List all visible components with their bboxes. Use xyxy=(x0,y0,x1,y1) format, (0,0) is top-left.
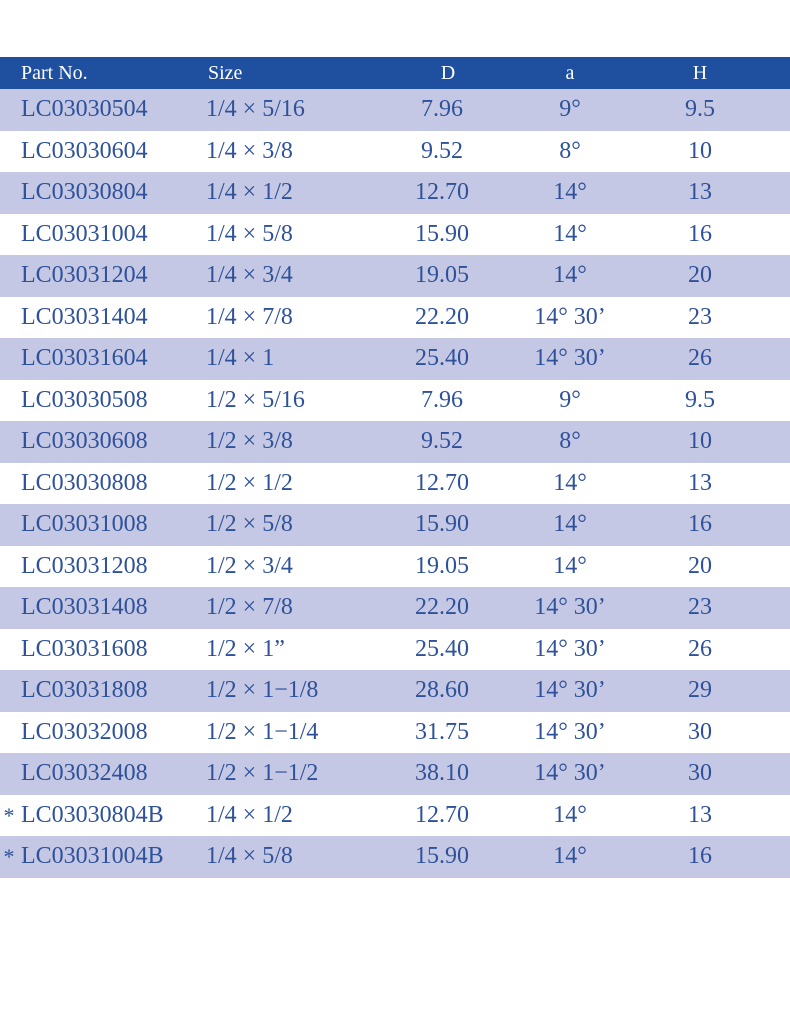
table-row xyxy=(0,836,790,878)
size-cell: 1/2 × 1” xyxy=(206,635,285,662)
angle-cell: 14° xyxy=(553,552,587,579)
d-cell: 7.96 xyxy=(421,96,463,122)
table-body xyxy=(0,89,790,878)
size-cell: 1/2 × 1−1/8 xyxy=(206,677,319,703)
table-row xyxy=(0,131,790,173)
h-cell: 13 xyxy=(688,469,712,496)
part-number-cell: LC03030804 xyxy=(21,179,148,205)
angle-cell: 14° xyxy=(553,801,587,828)
table-row xyxy=(0,795,790,837)
size-cell: 1/2 × 1/2 xyxy=(206,469,293,496)
size-cell: 1/4 × 1 xyxy=(206,345,275,371)
angle-cell: 14° 30’ xyxy=(534,303,606,330)
part-number-cell: LC03031208 xyxy=(21,552,148,579)
asterisk-mark xyxy=(0,338,18,380)
table-row xyxy=(0,463,790,505)
d-cell: 25.40 xyxy=(415,345,469,371)
table-row xyxy=(0,587,790,629)
table-row xyxy=(0,255,790,297)
asterisk-mark xyxy=(0,89,18,131)
asterisk-mark xyxy=(0,629,18,671)
h-cell: 30 xyxy=(688,760,712,786)
size-cell: 1/2 × 5/16 xyxy=(206,386,305,413)
table-row xyxy=(0,629,790,671)
table-row xyxy=(0,546,790,588)
angle-cell: 14° 30’ xyxy=(534,760,606,786)
angle-cell: 14° xyxy=(553,469,587,496)
table-row xyxy=(0,753,790,795)
part-number-cell: LC03031008 xyxy=(21,511,148,537)
part-number-cell: LC03030608 xyxy=(21,428,148,454)
h-cell: 9.5 xyxy=(685,386,715,413)
asterisk-mark xyxy=(0,297,18,339)
angle-cell: 9° xyxy=(559,96,581,122)
d-cell: 12.70 xyxy=(415,469,469,496)
angle-cell: 14° 30’ xyxy=(534,677,606,703)
part-number-cell: LC03031004 xyxy=(21,220,148,247)
part-number-cell: LC03031608 xyxy=(21,635,148,662)
part-number-cell: LC03032008 xyxy=(21,718,148,745)
h-cell: 26 xyxy=(688,635,712,662)
table-header xyxy=(0,57,790,89)
asterisk-mark xyxy=(0,463,18,505)
angle-cell: 14° xyxy=(553,843,587,869)
table-row xyxy=(0,380,790,422)
table-row xyxy=(0,504,790,546)
angle-cell: 14° xyxy=(553,179,587,205)
asterisk-mark xyxy=(0,172,18,214)
angle-cell: 14° 30’ xyxy=(534,635,606,662)
table-row xyxy=(0,297,790,339)
d-cell: 28.60 xyxy=(415,677,469,703)
angle-cell: 14° xyxy=(553,511,587,537)
angle-cell: 14° 30’ xyxy=(534,718,606,745)
h-cell: 10 xyxy=(688,137,712,164)
part-number-cell: LC03030808 xyxy=(21,469,148,496)
d-cell: 22.20 xyxy=(415,303,469,330)
asterisk-mark xyxy=(0,546,18,588)
angle-cell: 14° 30’ xyxy=(534,594,606,620)
size-cell: 1/4 × 5/8 xyxy=(206,220,293,247)
angle-cell: 14° 30’ xyxy=(534,345,606,371)
d-cell: 15.90 xyxy=(415,843,469,869)
h-cell: 29 xyxy=(688,677,712,703)
size-cell: 1/4 × 7/8 xyxy=(206,303,293,330)
part-number-cell: LC03031604 xyxy=(21,345,148,371)
size-cell: 1/2 × 3/4 xyxy=(206,552,293,579)
d-cell: 15.90 xyxy=(415,511,469,537)
size-cell: 1/2 × 5/8 xyxy=(206,511,293,537)
asterisk-mark xyxy=(0,380,18,422)
asterisk-mark xyxy=(0,255,18,297)
asterisk-mark xyxy=(0,421,18,463)
asterisk-mark xyxy=(0,587,18,629)
part-number-cell: LC03031004B xyxy=(21,843,164,869)
h-cell: 23 xyxy=(688,594,712,620)
h-cell: 9.5 xyxy=(685,96,715,122)
d-cell: 19.05 xyxy=(415,262,469,288)
d-cell: 7.96 xyxy=(421,386,463,413)
d-cell: 19.05 xyxy=(415,552,469,579)
size-cell: 1/4 × 5/8 xyxy=(206,843,293,869)
h-cell: 23 xyxy=(688,303,712,330)
d-cell: 38.10 xyxy=(415,760,469,786)
part-number-cell: LC03032408 xyxy=(21,760,148,786)
part-number-cell: LC03030604 xyxy=(21,137,148,164)
asterisk-mark xyxy=(0,753,18,795)
asterisk-mark xyxy=(0,504,18,546)
asterisk-mark: * xyxy=(3,802,15,828)
angle-cell: 8° xyxy=(559,137,581,164)
header-d: D xyxy=(440,62,456,84)
size-cell: 1/4 × 5/16 xyxy=(206,96,305,122)
angle-cell: 14° xyxy=(553,220,587,247)
size-cell: 1/4 × 3/8 xyxy=(206,137,293,164)
part-number-cell: LC03031408 xyxy=(21,594,148,620)
size-cell: 1/2 × 1−1/2 xyxy=(206,760,319,786)
d-cell: 22.20 xyxy=(415,594,469,620)
part-number-cell: LC03031204 xyxy=(21,262,148,288)
angle-cell: 9° xyxy=(559,386,581,413)
table-row xyxy=(0,712,790,754)
size-cell: 1/4 × 1/2 xyxy=(206,801,293,828)
size-cell: 1/4 × 1/2 xyxy=(206,179,293,205)
asterisk-mark xyxy=(0,712,18,754)
d-cell: 15.90 xyxy=(415,220,469,247)
h-cell: 20 xyxy=(688,262,712,288)
d-cell: 9.52 xyxy=(421,428,463,454)
h-cell: 13 xyxy=(688,801,712,828)
d-cell: 25.40 xyxy=(415,635,469,662)
asterisk-mark xyxy=(0,131,18,173)
part-number-cell: LC03031404 xyxy=(21,303,148,330)
h-cell: 16 xyxy=(688,511,712,537)
h-cell: 16 xyxy=(688,220,712,247)
part-number-cell: LC03030804B xyxy=(21,801,164,828)
header-part-no: Part No. xyxy=(21,62,88,84)
part-number-cell: LC03030504 xyxy=(21,96,148,122)
table-row xyxy=(0,89,790,131)
d-cell: 9.52 xyxy=(421,137,463,164)
header-size: Size xyxy=(208,62,243,84)
h-cell: 20 xyxy=(688,552,712,579)
part-number-cell: LC03030508 xyxy=(21,386,148,413)
header-h: H xyxy=(692,62,708,84)
size-cell: 1/2 × 1−1/4 xyxy=(206,718,319,745)
table-row xyxy=(0,338,790,380)
h-cell: 16 xyxy=(688,843,712,869)
size-cell: 1/2 × 7/8 xyxy=(206,594,293,620)
size-cell: 1/2 × 3/8 xyxy=(206,428,293,454)
asterisk-mark: * xyxy=(3,844,15,869)
h-cell: 13 xyxy=(688,179,712,205)
header-a: a xyxy=(565,62,575,84)
h-cell: 26 xyxy=(688,345,712,371)
part-number-cell: LC03031808 xyxy=(21,677,148,703)
parts-table xyxy=(0,57,790,878)
angle-cell: 14° xyxy=(553,262,587,288)
size-cell: 1/4 × 3/4 xyxy=(206,262,293,288)
angle-cell: 8° xyxy=(559,428,581,454)
table-row xyxy=(0,421,790,463)
asterisk-mark xyxy=(0,214,18,256)
h-cell: 10 xyxy=(688,428,712,454)
asterisk-mark xyxy=(0,670,18,712)
d-cell: 12.70 xyxy=(415,179,469,205)
table-row xyxy=(0,670,790,712)
table-row xyxy=(0,214,790,256)
h-cell: 30 xyxy=(688,718,712,745)
d-cell: 31.75 xyxy=(415,718,469,745)
d-cell: 12.70 xyxy=(415,801,469,828)
table-row xyxy=(0,172,790,214)
